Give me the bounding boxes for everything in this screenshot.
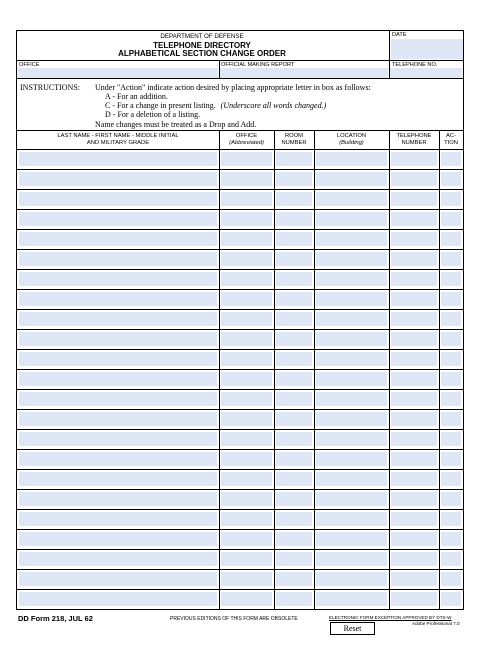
cell-name[interactable] <box>19 152 217 166</box>
cell-action[interactable] <box>441 292 461 306</box>
column-header-office-line1: OFFICE <box>235 133 258 139</box>
cell-office[interactable] <box>221 232 272 246</box>
column-header-telephone-line2: NUMBER <box>401 140 427 146</box>
cell-location[interactable] <box>316 172 387 186</box>
cell-room[interactable] <box>276 292 312 306</box>
cell-location[interactable] <box>316 192 387 206</box>
cell-name[interactable] <box>19 552 217 566</box>
cell-action[interactable] <box>441 452 461 466</box>
cell-room[interactable] <box>276 152 312 166</box>
cell-location[interactable] <box>316 352 387 366</box>
column-header-telephone <box>389 133 439 147</box>
cell-telephone[interactable] <box>391 152 437 166</box>
table-row <box>17 529 463 549</box>
cell-name[interactable] <box>19 472 217 486</box>
cell-office[interactable] <box>221 212 272 226</box>
table-row <box>17 489 463 509</box>
cell-name[interactable] <box>19 592 217 606</box>
cell-action[interactable] <box>441 412 461 426</box>
reset-button[interactable]: Reset <box>330 622 375 635</box>
office-label: OFFICE <box>19 62 40 68</box>
table-row <box>17 209 463 229</box>
cell-action[interactable] <box>441 172 461 186</box>
cell-room[interactable] <box>276 432 312 446</box>
cell-action[interactable] <box>441 152 461 166</box>
column-header-office <box>219 133 274 147</box>
table-row <box>17 189 463 209</box>
cell-location[interactable] <box>316 392 387 406</box>
cell-location[interactable] <box>316 532 387 546</box>
cell-name[interactable] <box>19 452 217 466</box>
cell-telephone[interactable] <box>391 312 437 326</box>
cell-location[interactable] <box>316 152 387 166</box>
form-title-line1: TELEPHONE DIRECTORY <box>153 41 251 50</box>
cell-action[interactable] <box>441 572 461 586</box>
table-row <box>17 549 463 569</box>
department-label: DEPARTMENT OF DEFENSE <box>160 33 244 40</box>
column-divider <box>274 130 275 609</box>
cell-room[interactable] <box>276 312 312 326</box>
cell-telephone[interactable] <box>391 592 437 606</box>
instructions-line-a: A - For an addition. <box>105 92 168 101</box>
cell-office[interactable] <box>221 312 272 326</box>
cell-action[interactable] <box>441 512 461 526</box>
cell-name[interactable] <box>19 272 217 286</box>
cell-room[interactable] <box>276 212 312 226</box>
cell-telephone[interactable] <box>391 252 437 266</box>
cell-office[interactable] <box>221 572 272 586</box>
cell-location[interactable] <box>316 472 387 486</box>
cell-location[interactable] <box>316 412 387 426</box>
cell-action[interactable] <box>441 492 461 506</box>
header-divider <box>17 60 463 61</box>
instructions-line-c <box>105 101 326 110</box>
cell-name[interactable] <box>19 292 217 306</box>
cell-telephone[interactable] <box>391 192 437 206</box>
cell-location[interactable] <box>316 452 387 466</box>
cell-telephone[interactable] <box>391 452 437 466</box>
cell-location[interactable] <box>316 552 387 566</box>
cell-office[interactable] <box>221 432 272 446</box>
column-divider <box>314 130 315 609</box>
cell-name[interactable] <box>19 392 217 406</box>
cell-action[interactable] <box>441 532 461 546</box>
cell-action[interactable] <box>441 552 461 566</box>
cell-action[interactable] <box>441 252 461 266</box>
instructions-divider <box>17 130 463 131</box>
cell-telephone[interactable] <box>391 292 437 306</box>
cell-action[interactable] <box>441 232 461 246</box>
cell-action[interactable] <box>441 432 461 446</box>
previous-editions-note: PREVIOUS EDITIONS OF THIS FORM ARE OBSOLETE <box>170 616 298 622</box>
cell-telephone[interactable] <box>391 552 437 566</box>
cell-location[interactable] <box>316 492 387 506</box>
cell-room[interactable] <box>276 332 312 346</box>
cell-room[interactable] <box>276 412 312 426</box>
adobe-version-note: Adobe Professional 7.0 <box>412 621 460 626</box>
table-row <box>17 229 463 249</box>
cell-office[interactable] <box>221 272 272 286</box>
table-row <box>17 429 463 449</box>
cell-telephone[interactable] <box>391 212 437 226</box>
cell-office[interactable] <box>221 392 272 406</box>
table-row <box>17 509 463 529</box>
cell-office[interactable] <box>221 372 272 386</box>
cell-location[interactable] <box>316 332 387 346</box>
cell-room[interactable] <box>276 452 312 466</box>
cell-telephone[interactable] <box>391 532 437 546</box>
official-making-report-field[interactable] <box>220 68 388 78</box>
cell-office[interactable] <box>221 152 272 166</box>
table-row <box>17 269 463 289</box>
cell-room[interactable] <box>276 512 312 526</box>
office-field[interactable] <box>18 68 218 78</box>
cell-location[interactable] <box>316 512 387 526</box>
telephone-no-field[interactable] <box>390 68 462 78</box>
table-row <box>17 569 463 589</box>
cell-telephone[interactable] <box>391 352 437 366</box>
cell-room[interactable] <box>276 492 312 506</box>
column-divider <box>439 130 440 609</box>
cell-office[interactable] <box>221 252 272 266</box>
column-header-room-line2: NUMBER <box>281 140 307 146</box>
cell-location[interactable] <box>316 572 387 586</box>
instructions-line1: Under "Action" indicate action desired by placing appropriate letter in box as follows: <box>95 83 371 92</box>
column-header-action-line1: AC- <box>446 133 456 139</box>
form-frame <box>16 30 464 610</box>
cell-room[interactable] <box>276 592 312 606</box>
cell-name[interactable] <box>19 432 217 446</box>
cell-action[interactable] <box>441 392 461 406</box>
cell-room[interactable] <box>276 172 312 186</box>
table-row <box>17 469 463 489</box>
instructions-line-name: Name changes must be treated as a Drop and Add. <box>95 120 257 129</box>
cell-office[interactable] <box>221 492 272 506</box>
table-row <box>17 309 463 329</box>
cell-action[interactable] <box>441 372 461 386</box>
column-header-telephone-line1: TELEPHONE <box>396 133 432 139</box>
cell-office[interactable] <box>221 532 272 546</box>
form-title-line2: ALPHABETICAL SECTION CHANGE ORDER <box>118 49 286 58</box>
cell-room[interactable] <box>276 472 312 486</box>
electronic-exception-note: ELECTRONIC FORM EXCEPTION APPROVED BY DTS-W <box>329 615 452 620</box>
cell-action[interactable] <box>441 272 461 286</box>
cell-room[interactable] <box>276 352 312 366</box>
cell-room[interactable] <box>276 372 312 386</box>
cell-telephone[interactable] <box>391 272 437 286</box>
date-field[interactable] <box>391 39 463 59</box>
cell-action[interactable] <box>441 212 461 226</box>
cell-telephone[interactable] <box>391 492 437 506</box>
cell-action[interactable] <box>441 312 461 326</box>
cell-office[interactable] <box>221 512 272 526</box>
telephone-no-label: TELEPHONE NO. <box>392 62 438 68</box>
column-header-location <box>314 133 389 147</box>
cell-location[interactable] <box>316 592 387 606</box>
column-header-location-line2: (Building) <box>339 140 364 146</box>
cell-telephone[interactable] <box>391 232 437 246</box>
table-row <box>17 349 463 369</box>
cell-room[interactable] <box>276 552 312 566</box>
column-header-name <box>17 133 219 147</box>
cell-action[interactable] <box>441 192 461 206</box>
cell-location[interactable] <box>316 312 387 326</box>
row-divider <box>17 609 463 610</box>
cell-name[interactable] <box>19 232 217 246</box>
cell-name[interactable] <box>19 172 217 186</box>
cell-telephone[interactable] <box>391 172 437 186</box>
cell-telephone[interactable] <box>391 432 437 446</box>
column-header-room <box>274 133 314 147</box>
cell-room[interactable] <box>276 272 312 286</box>
cell-office[interactable] <box>221 452 272 466</box>
cell-action[interactable] <box>441 592 461 606</box>
cell-room[interactable] <box>276 232 312 246</box>
cell-location[interactable] <box>316 252 387 266</box>
cell-name[interactable] <box>19 512 217 526</box>
cell-office[interactable] <box>221 472 272 486</box>
cell-action[interactable] <box>441 352 461 366</box>
table-row <box>17 449 463 469</box>
instructions-line-c-plain: C - For a change in present listing. <box>105 101 216 110</box>
cell-telephone[interactable] <box>391 392 437 406</box>
cell-telephone[interactable] <box>391 572 437 586</box>
cell-office[interactable] <box>221 192 272 206</box>
column-header-office-line2: (Abbreviated) <box>229 140 264 146</box>
table-row <box>17 289 463 309</box>
column-header-location-line1: LOCATION <box>336 133 367 139</box>
cell-name[interactable] <box>19 572 217 586</box>
cell-name[interactable] <box>19 332 217 346</box>
instructions-line-d: D - For a deletion of a listing. <box>105 110 201 119</box>
cell-location[interactable] <box>316 432 387 446</box>
cell-telephone[interactable] <box>391 472 437 486</box>
instructions-heading: INSTRUCTIONS: <box>20 83 81 92</box>
cell-name[interactable] <box>19 212 217 226</box>
cell-name[interactable] <box>19 312 217 326</box>
table-row <box>17 369 463 389</box>
cell-telephone[interactable] <box>391 372 437 386</box>
column-header-action <box>439 133 463 147</box>
cell-room[interactable] <box>276 532 312 546</box>
cell-room[interactable] <box>276 392 312 406</box>
cell-office[interactable] <box>221 552 272 566</box>
cell-office[interactable] <box>221 352 272 366</box>
cell-location[interactable] <box>316 292 387 306</box>
cell-room[interactable] <box>276 192 312 206</box>
official-making-report-label: OFFICIAL MAKING REPORT <box>221 62 295 68</box>
instructions-line-c-italic: (Underscore all words changed.) <box>220 101 327 110</box>
cell-location[interactable] <box>316 372 387 386</box>
cell-room[interactable] <box>276 572 312 586</box>
table-row <box>17 169 463 189</box>
cell-office[interactable] <box>221 592 272 606</box>
column-header-action-line2: TION <box>444 140 458 146</box>
cell-location[interactable] <box>316 212 387 226</box>
cell-name[interactable] <box>19 492 217 506</box>
column-divider <box>389 130 390 609</box>
column-header-name-line2: AND MILITARY GRADE <box>86 140 150 146</box>
cell-location[interactable] <box>316 272 387 286</box>
cell-action[interactable] <box>441 332 461 346</box>
column-header-name-line1: LAST NAME - FIRST NAME - MIDDLE INITIAL <box>57 133 179 139</box>
table-row <box>17 589 463 609</box>
table-row <box>17 249 463 269</box>
column-header-room-line1: ROOM <box>284 133 304 139</box>
table-row <box>17 149 463 169</box>
date-label: DATE <box>392 32 407 38</box>
cell-name[interactable] <box>19 532 217 546</box>
info-row-divider <box>17 78 463 79</box>
date-divider <box>389 31 390 60</box>
form-id: DD Form 218, JUL 62 <box>18 614 93 623</box>
cell-office[interactable] <box>221 412 272 426</box>
cell-location[interactable] <box>316 232 387 246</box>
cell-name[interactable] <box>19 372 217 386</box>
cell-office[interactable] <box>221 332 272 346</box>
cell-office[interactable] <box>221 292 272 306</box>
cell-office[interactable] <box>221 172 272 186</box>
cell-name[interactable] <box>19 412 217 426</box>
cell-name[interactable] <box>19 192 217 206</box>
table-row <box>17 389 463 409</box>
table-row <box>17 329 463 349</box>
cell-action[interactable] <box>441 472 461 486</box>
cell-telephone[interactable] <box>391 512 437 526</box>
cell-telephone[interactable] <box>391 332 437 346</box>
column-divider <box>219 130 220 609</box>
cell-room[interactable] <box>276 252 312 266</box>
cell-name[interactable] <box>19 352 217 366</box>
change-order-table <box>17 149 463 609</box>
cell-telephone[interactable] <box>391 412 437 426</box>
table-row <box>17 409 463 429</box>
cell-name[interactable] <box>19 252 217 266</box>
